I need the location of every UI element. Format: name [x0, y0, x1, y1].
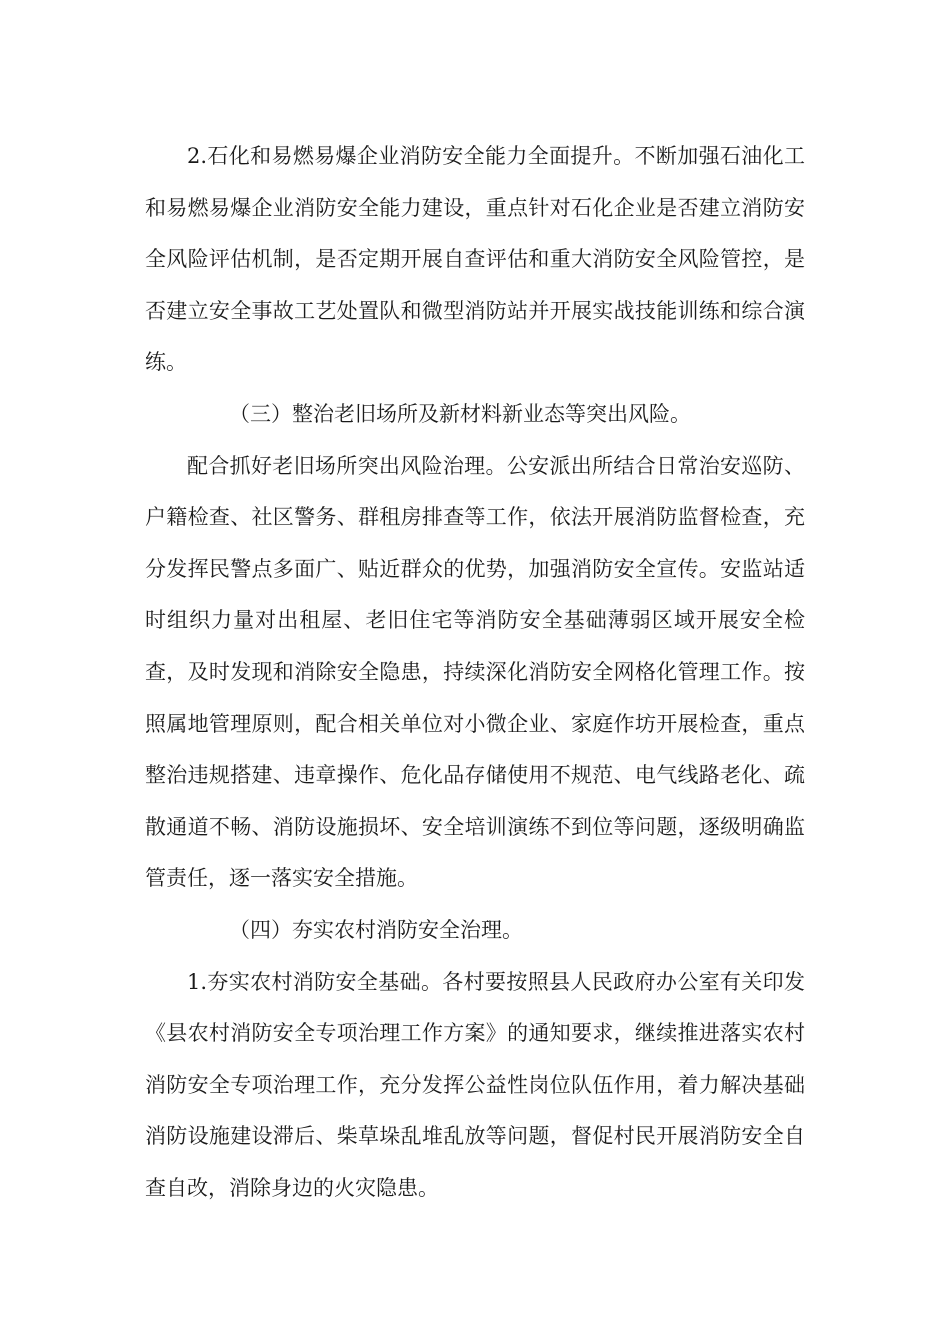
section-heading-three: （三）整治老旧场所及新材料新业态等突出风险。: [229, 401, 691, 426]
paragraph-rural-fire-safety: 1.夯实农村消防安全基础。各村要按照县人民政府办公室有关印发《县农村消防安全专项治理工作方案》的通知要求，继续推进落实农村消防安全专项治理工作，充分发挥公益性岗位队伍作用，着力解决基础消防设施建设滞后、柴草垛乱堆乱放等问题，督促村民开展消防安全自查自改，消除身边的火灾隐患。: [145, 969, 805, 1200]
paragraph-old-venues-risk: 配合抓好老旧场所突出风险治理。公安派出所结合日常治安巡防、户籍检查、社区警务、群租房排查等工作，依法开展消防监督检查，充分发挥民警点多面广、贴近群众的优势，加强消防安全宣传。安监站适时组织力量对出租屋、老旧住宅等消防安全基础薄弱区域开展安全检查，及时发现和消除安全隐患，持续深化消防安全网格化管理工作。按照属地管理原则，配合相关单位对小微企业、家庭作坊开展检查，重点整治违规搭建、违章操作、危化品存储使用不规范、电气线路老化、疏散通道不畅、消防设施损坏、安全培训演练不到位等问题，逐级明确监管责任，逐一落实安全措施。: [145, 453, 805, 891]
document-page: [145, 131, 805, 1214]
paragraph-petrochemical-safety: 2.石化和易燃易爆企业消防安全能力全面提升。不断加强石油化工和易燃易爆企业消防安全能力建设，重点针对石化企业是否建立消防安全风险评估机制，是否定期开展自查评估和重大消防安全风险管控，是否建立安全事故工艺处置队和微型消防站并开展实战技能训练和综合演练。: [145, 144, 805, 375]
section-heading-four: （四）夯实农村消防安全治理。: [229, 917, 523, 942]
